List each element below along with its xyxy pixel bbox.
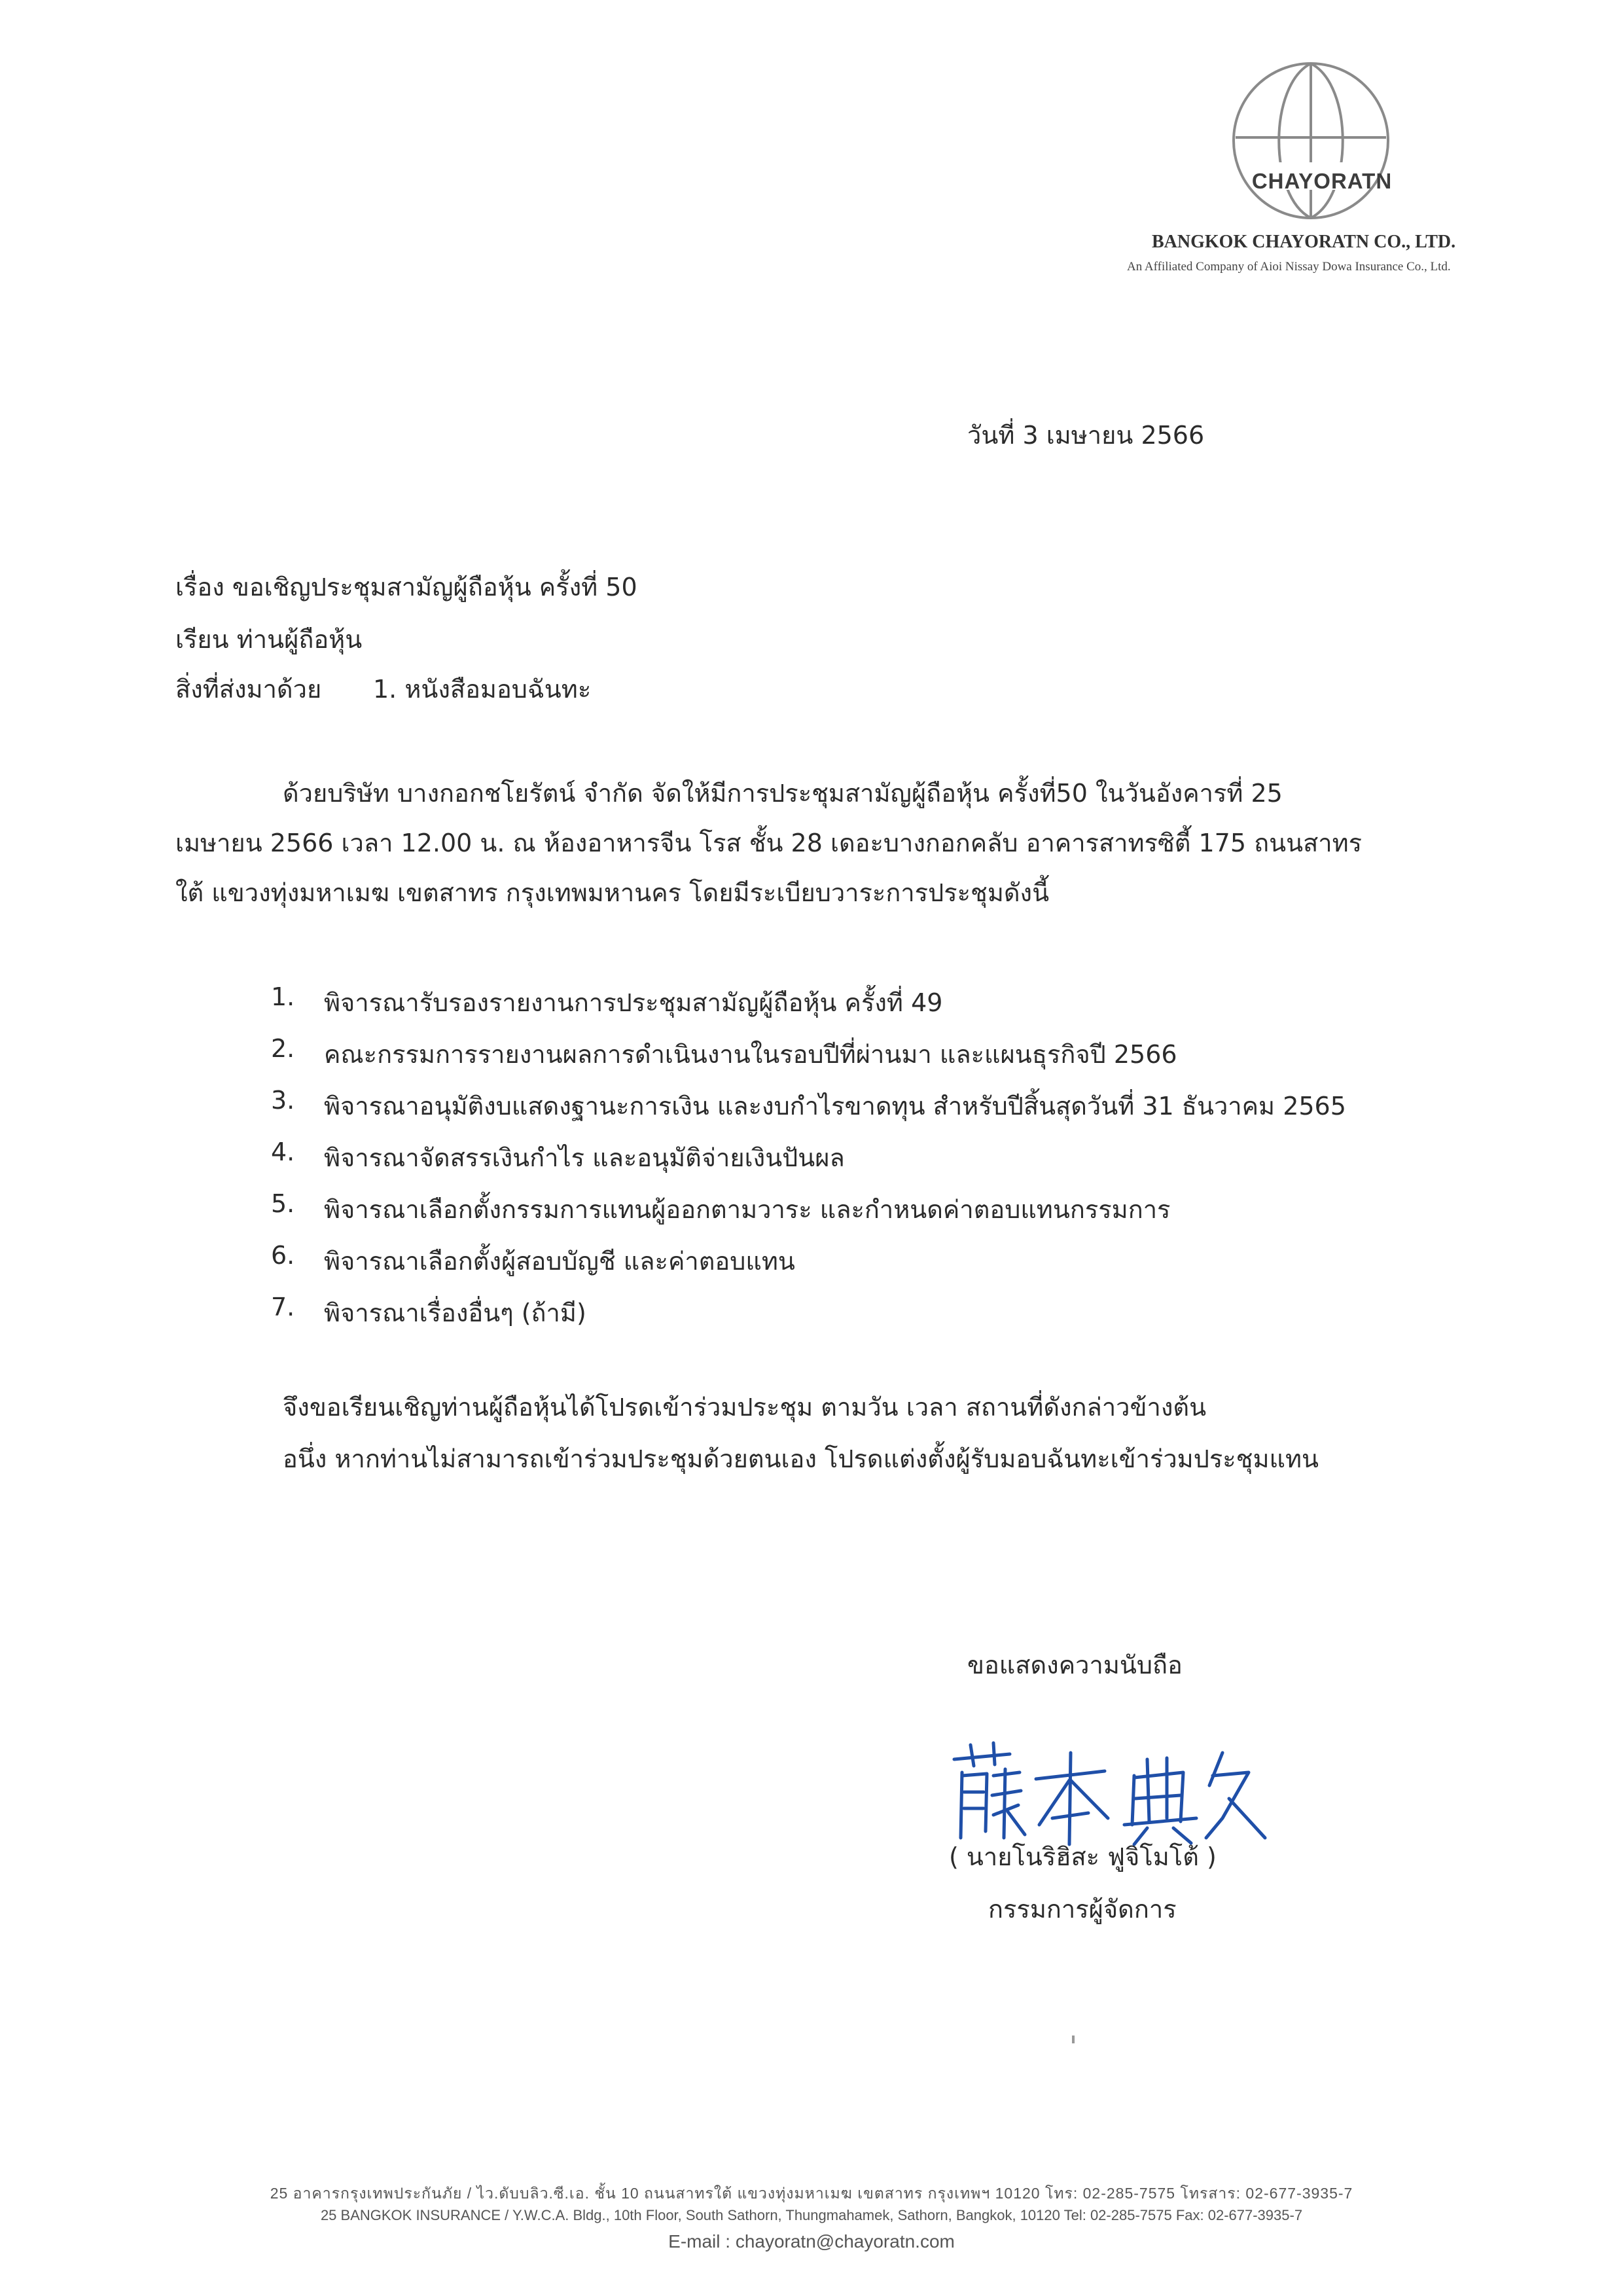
enclosure-label: สิ่งที่ส่งมาด้วย [175, 675, 322, 704]
agenda-item-text: พิจารณารับรองรายงานการประชุมสามัญผู้ถือหุ้น ครั้งที่ 49 [324, 988, 943, 1017]
agenda-item-number: 7. [271, 1293, 295, 1321]
agenda-item-number: 4. [271, 1138, 295, 1166]
intro-line-1: ด้วยบริษัท บางกอกชโยรัตน์ จำกัด จัดให้มีการประชุมสามัญผู้ถือหุ้น ครั้งที่50 ในวันอังคารที่ 25 [283, 779, 1283, 808]
agenda-item-text: พิจารณาจัดสรรเงินกำไร และอนุมัติจ่ายเงินปันผล [324, 1143, 845, 1172]
footer-english-address: 25 BANGKOK INSURANCE / Y.W.C.A. Bldg., 10th Floor, South Sathorn, Thungmahamek, Sathorn, Bangkok, 10120 Tel: 02-285-7575 Fax: 02-677-3935-7 [320, 2207, 1303, 2223]
regards-text: ขอแสดงความนับถือ [967, 1651, 1183, 1679]
closing-line-2: อนึ่ง หากท่านไม่สามารถเข้าร่วมประชุมด้วยตนเอง โปรดแต่งตั้งผู้รับมอบฉันทะเข้าร่วมประชุมแทน [283, 1444, 1319, 1473]
intro-line-3: ใต้ แขวงทุ่งมหาเมฆ เขตสาทร กรุงเทพมหานคร โดยมีระเบียบวาระการประชุมดังนี้ [175, 878, 1050, 907]
agenda-item-text: พิจารณาเรื่องอื่นๆ (ถ้ามี) [324, 1299, 586, 1327]
agenda-item-text: คณะกรรมการรายงานผลการดำเนินงานในรอบปีที่ผ่านมา และแผนธุรกิจปี 2566 [324, 1040, 1177, 1069]
signer-name: ( นายโนริฮิสะ ฟูจิโมโต้ ) [949, 1842, 1217, 1871]
enclosure-item: 1. หนังสือมอบฉันทะ [373, 675, 592, 704]
letter-date: วันที่ 3 เมษายน 2566 [967, 421, 1205, 450]
company-name: BANGKOK CHAYORATN CO., LTD. [1152, 232, 1456, 252]
signer-title: กรรมการผู้จัดการ [988, 1895, 1177, 1924]
letter-recipient: เรียน ท่านผู้ถือหุ้น [175, 625, 363, 654]
agenda-item-number: 1. [271, 982, 295, 1011]
scan-speck [1072, 2036, 1075, 2043]
intro-line-2: เมษายน 2566 เวลา 12.00 น. ณ ห้องอาหารจีน โรส ชั้น 28 เดอะบางกอกคลับ อาคารสาทรซิตี้ 175 ถนนสาทร [175, 829, 1363, 857]
agenda-item-text: พิจารณาเลือกตั้งผู้สอบบัญชี และค่าตอบแทน [324, 1247, 795, 1276]
footer-email: E-mail : chayoratn@chayoratn.com [668, 2231, 955, 2251]
globe-logo-icon [1229, 59, 1393, 223]
agenda-item-number: 6. [271, 1241, 295, 1270]
handwritten-signature [948, 1740, 1268, 1851]
closing-line-1: จึงขอเรียนเชิญท่านผู้ถือหุ้นได้โปรดเข้าร่วมประชุม ตามวัน เวลา สถานที่ดังกล่าวข้างต้น [283, 1393, 1207, 1422]
agenda-item-text: พิจารณาเลือกตั้งกรรมการแทนผู้ออกตามวาระ และกำหนดค่าตอบแทนกรรมการ [324, 1195, 1171, 1224]
agenda-item-text: พิจารณาอนุมัติงบแสดงฐานะการเงิน และงบกำไรขาดทุน สำหรับปีสิ้นสุดวันที่ 31 ธันวาคม 2565 [324, 1092, 1346, 1121]
company-affiliation: An Affiliated Company of Aioi Nissay Dowa Insurance Co., Ltd. [1127, 260, 1451, 274]
agenda-item-number: 5. [271, 1189, 295, 1218]
logo-wordmark: CHAYORATN [1251, 169, 1393, 193]
letter-subject: เรื่อง ขอเชิญประชุมสามัญผู้ถือหุ้น ครั้งที่ 50 [175, 573, 637, 601]
footer-thai-address: 25 อาคารกรุงเทพประกันภัย / ไว.ดับบลิว.ซี.เอ. ชั้น 10 ถนนสาทรใต้ แขวงทุ่งมหาเมฆ เขตสาทร กรุงเทพฯ 10120 โทร: 02-285-7575 โทรสาร: 02-677-3935-7 [270, 2185, 1353, 2202]
agenda-item-number: 3. [271, 1086, 295, 1115]
agenda-item-number: 2. [271, 1034, 295, 1063]
